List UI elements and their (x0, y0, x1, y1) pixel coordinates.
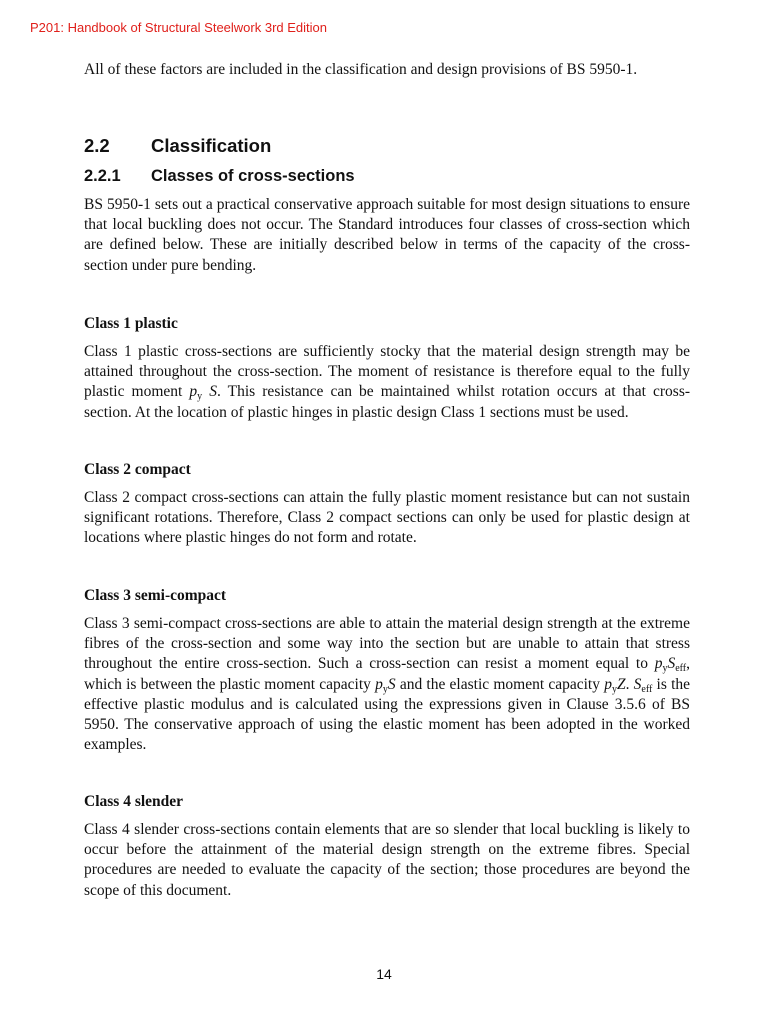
class1-paragraph: Class 1 plastic cross-sections are sufficiently stocky that the material design strength may be attained throughout the cross-section. The moment of resistance is therefore equal to the fully plastic moment $p_y$ S. This resistance can be maintained whilst rotation occurs at that cross-section. At the location of plastic hinges in plastic design Class 1 sections must be used. (84, 343, 691, 421)
class4-heading: Class 4 slender (84, 793, 184, 810)
class1-heading: Class 1 plastic (84, 315, 178, 332)
class3-paragraph: Class 3 semi-compact cross-sections are able to attain the material design strength at the extreme fibres of the cross-section and some way into the section but are unable to attain that stress throughout the entire cross-section. Such a cross-section can resist a moment equal to $p_yS_{eff}$, which is between the plastic moment capacity $p_yS$ and the elastic moment capacity $p_yZ$. $S_{eff}$ is the effective plastic modulus and is calculated using the expressions given in Clause 3.5.6 of BS 5950. The conservative approach of using the elastic moment has been adopted in the worked examples. (84, 615, 691, 754)
subsection-paragraph (84, 195, 690, 276)
subsection-heading (84, 167, 355, 186)
section-heading (84, 135, 271, 157)
running-header: P201: Handbook of Structural Steelwork 3rd Edition (30, 20, 328, 35)
class4-text: Class 4 slender cross-sections contain elements that are so slender that local buckling is likely to occur before the attainment of the material design strength on the extreme fibres. Special procedures are needed to evaluate the capacity of the section; those procedures are beyond the scope of this document. (84, 821, 690, 899)
class2-paragraph (84, 488, 690, 549)
class3-heading: Class 3 semi-compact (84, 587, 227, 604)
section-title: Classification (151, 135, 272, 156)
page-number: 14 (376, 966, 392, 982)
class2-text: Class 2 compact cross-sections can attain the fully plastic moment resistance but can not sustain significant rotations. Therefore, Class 2 compact sections can only be used for plastic design at locations where plastic hinges do not form and rotate. (84, 489, 690, 547)
subsection-text: BS 5950-1 sets out a practical conservative approach suitable for most design situations to ensure that local buckling does not occur. The Standard introduces four classes of cross-section which are defined below. These are initially described below in terms of the capacity of the cross-section under pure bending. (84, 196, 690, 274)
subsection-title: Classes of cross-sections (151, 167, 355, 185)
intro-text: All of these factors are included in the classification and design provisions of BS 5950-1. (84, 61, 638, 78)
intro-paragraph (84, 60, 690, 80)
class2-heading: Class 2 compact (84, 461, 191, 478)
subsection-number: 2.2.1 (84, 167, 121, 185)
class4-paragraph (84, 820, 690, 901)
section-number: 2.2 (84, 135, 110, 156)
